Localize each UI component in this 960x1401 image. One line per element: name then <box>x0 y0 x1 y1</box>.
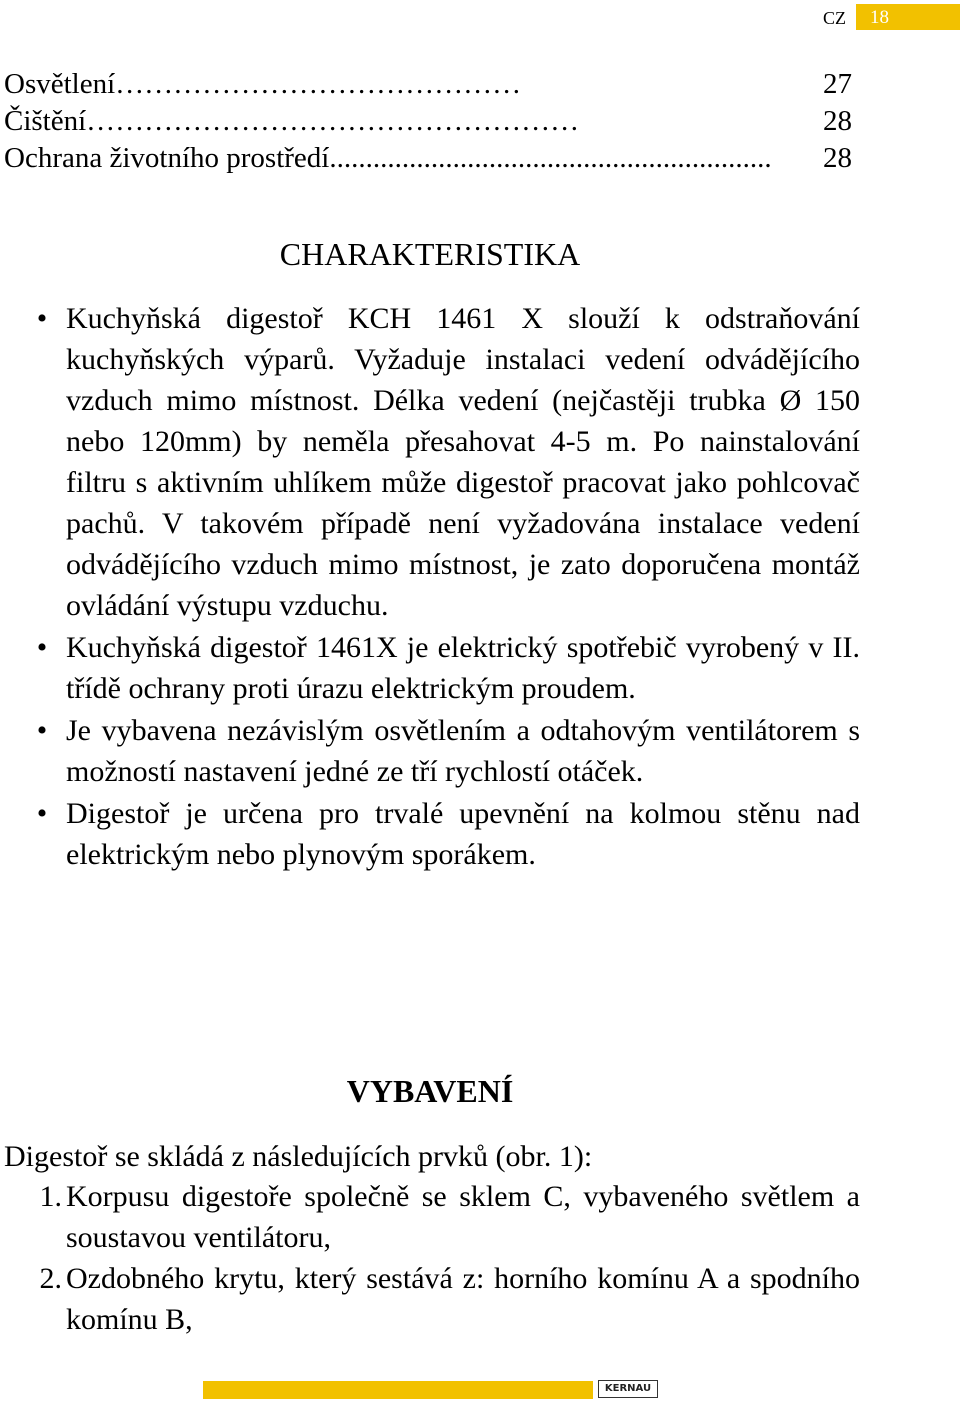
list-item <box>0 627 860 709</box>
page-header <box>823 4 960 30</box>
toc-entry <box>4 66 864 103</box>
bullet-icon: • <box>36 714 48 747</box>
list-item-text: Ozdobného krytu, který sestává z: horního komínu A a spodního komínu B, <box>66 1262 860 1336</box>
bullet-icon: • <box>36 631 48 664</box>
toc-entry <box>4 140 864 177</box>
footer-accent-bar <box>203 1381 593 1399</box>
section-heading-equipment: VYBAVENÍ <box>346 1073 514 1109</box>
toc-leader: ............................................................. <box>329 142 772 174</box>
bullet-icon: • <box>36 302 48 335</box>
bullet-icon: • <box>36 797 48 830</box>
list-item <box>0 793 860 875</box>
equipment-intro: Digestoř se skládá z následujících prvků (obr. 1): <box>4 1140 593 1173</box>
table-of-contents <box>4 66 864 177</box>
toc-label: Osvětlení <box>4 68 116 100</box>
list-item-text: Kuchyňská digestoř 1461X je elektrický spotřebič vyrobený v II. třídě ochrany proti úrazu elektrickým proudem. <box>66 631 860 705</box>
toc-entry <box>4 103 864 140</box>
toc-page: 28 <box>823 105 852 137</box>
brand-logo: KERNAU <box>598 1380 658 1398</box>
toc-page: 28 <box>823 142 852 174</box>
toc-label: Čištění <box>4 105 87 137</box>
list-number: 2. <box>39 1262 62 1295</box>
equipment-list <box>0 1176 860 1340</box>
list-item <box>0 1258 860 1340</box>
list-number: 1. <box>39 1180 62 1213</box>
list-item-text: Korpusu digestoře společně se sklem C, vybaveného světlem a soustavou ventilátoru, <box>66 1180 860 1254</box>
page-number: 18 <box>856 4 960 30</box>
list-item <box>0 298 860 626</box>
section-heading-characteristics: CHARAKTERISTIKA <box>279 236 581 272</box>
characteristics-list <box>0 298 860 876</box>
toc-page: 27 <box>823 68 852 100</box>
list-item-text: Kuchyňská digestoř KCH 1461 X slouží k odstraňování kuchyňských výparů. Vyžaduje instalaci vedení odvádějícího vzduch mimo místnost. Délka vedení (nejčastěji trubka Ø 150 nebo 120mm) by neměla přesahovat 4-5 m. Po nainstalování filtru s aktivním uhlíkem může digestoř pracovat jako pohlcovač pachů. V takovém případě není vyžadována instalace vedení odvádějícího vzduch mimo místnost, je zato doporučena montáž ovládání výstupu vzduchu. <box>66 302 860 622</box>
toc-leader: …………………………………… <box>115 68 522 100</box>
list-item-text: Digestoř je určena pro trvalé upevnění na kolmou stěnu nad elektrickým nebo plynovým sporákem. <box>66 797 860 871</box>
language-code: CZ <box>822 8 846 28</box>
toc-label: Ochrana životního prostředí <box>4 142 330 174</box>
list-item <box>0 710 860 792</box>
list-item-text: Je vybavena nezávislým osvětlením a odtahovým ventilátorem s možností nastavení jedné ze tří rychlostí otáček. <box>66 714 860 788</box>
toc-leader: …………………………………………… <box>86 105 580 137</box>
list-item <box>0 1176 860 1258</box>
